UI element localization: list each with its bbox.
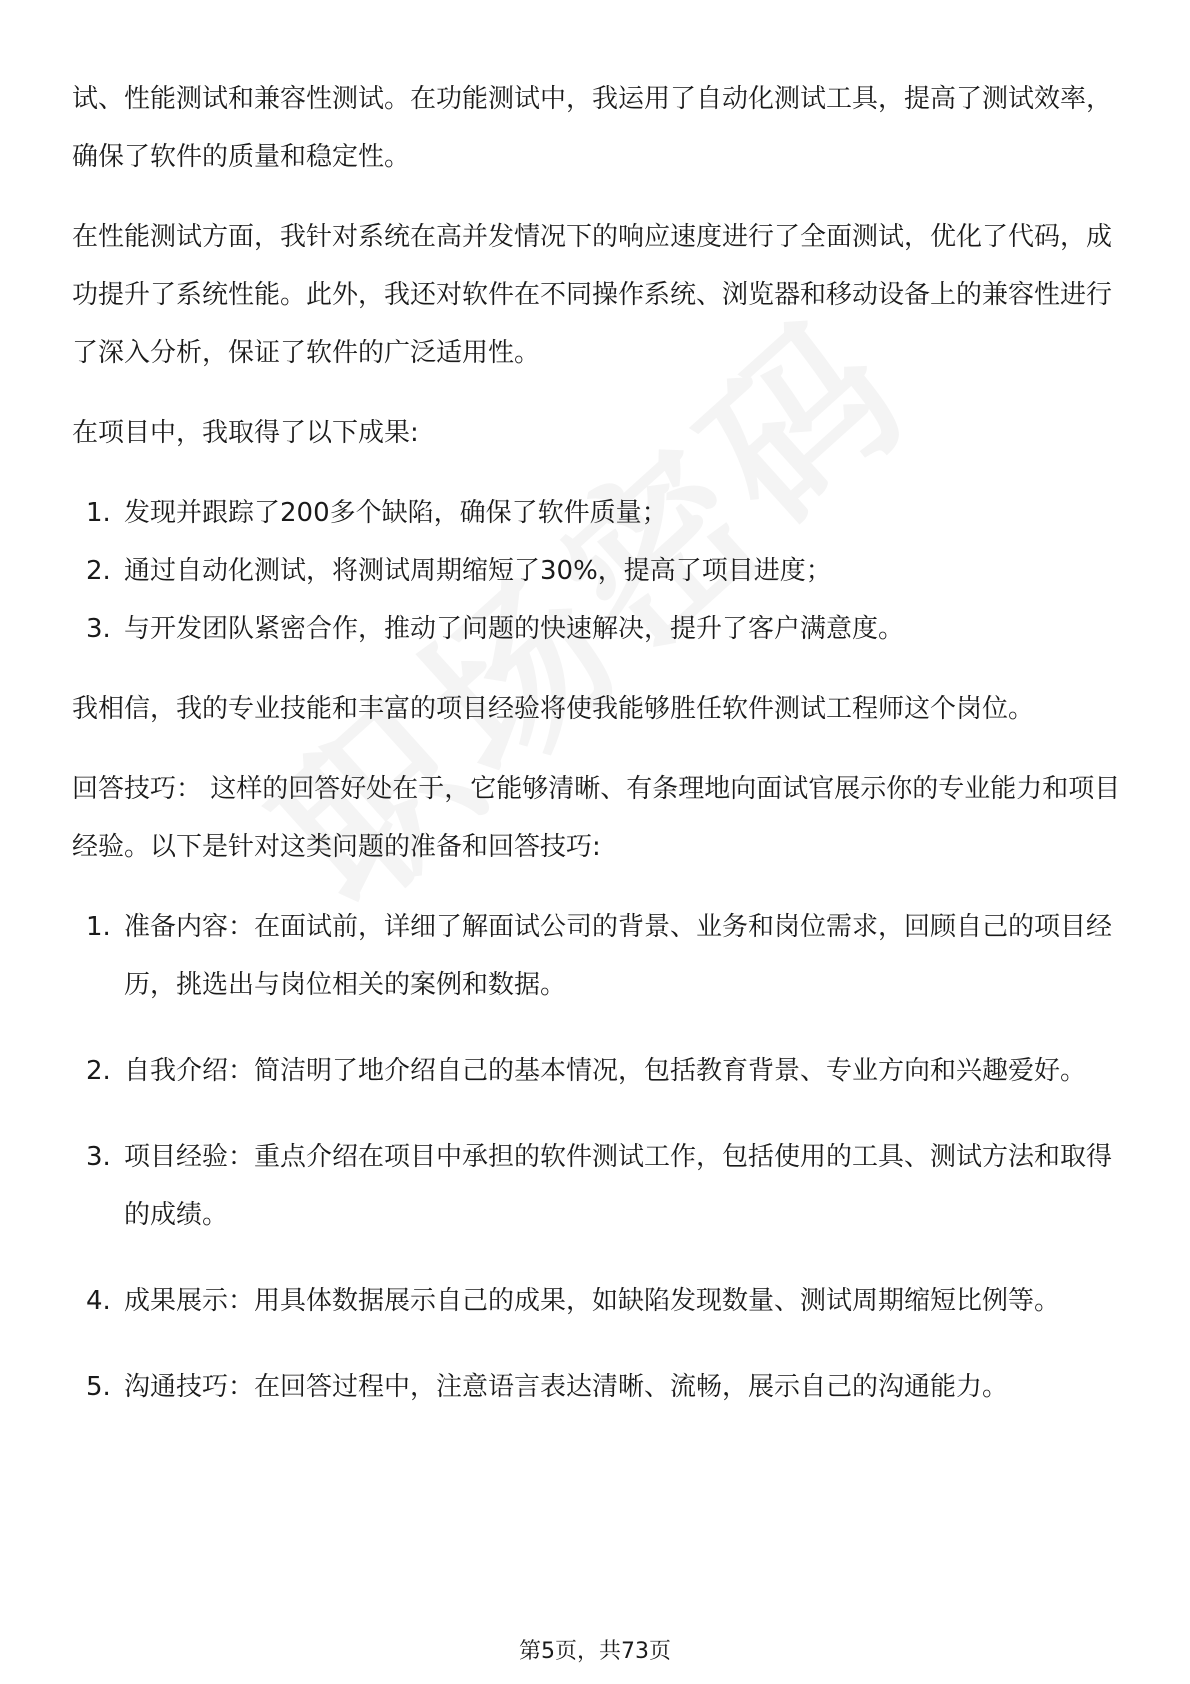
page-number-footer: 第5页，共73页 — [519, 1639, 671, 1664]
list-item-text: 通过自动化测试，将测试周期缩短了30%，提高了项目进度； — [124, 556, 832, 586]
list-item — [72, 600, 1124, 658]
list-item — [72, 1128, 1124, 1244]
answer-tips-list — [72, 898, 1124, 1416]
list-item — [72, 542, 1124, 600]
list-item — [72, 1358, 1124, 1416]
paragraph-functional-testing: 试、性能测试和兼容性测试。在功能测试中，我运用了自动化测试工具，提高了测试效率，确保了软件的质量和稳定性。 — [72, 84, 1113, 172]
paragraph-achievements-intro: 在项目中，我取得了以下成果: — [72, 418, 419, 448]
paragraph-performance-testing: 在性能测试方面，我针对系统在高并发情况下的响应速度进行了全面测试，优化了代码，成功提升了系统性能。此外，我还对软件在不同操作系统、浏览器和移动设备上的兼容性进行了深入分析，保证了软件的广泛适用性。 — [72, 222, 1113, 368]
list-item-text: 自我介绍：简洁明了地介绍自己的基本情况，包括教育背景、专业方向和兴趣爱好。 — [124, 1056, 1087, 1086]
list-item-text: 沟通技巧：在回答过程中，注意语言表达清晰、流畅，展示自己的沟通能力。 — [124, 1372, 1009, 1402]
list-item-number: 5. — [86, 1372, 111, 1402]
list-item — [72, 1042, 1124, 1100]
paragraph-answer-tips-intro: 回答技巧： 这样的回答好处在于，它能够清晰、有条理地向面试官展示你的专业能力和项目经验。以下是针对这类问题的准备和回答技巧: — [72, 774, 1121, 862]
list-item-number: 4. — [86, 1286, 111, 1316]
list-item-number: 2. — [86, 1056, 111, 1086]
list-item-number: 3. — [86, 614, 111, 644]
list-item-number: 3. — [86, 1142, 111, 1172]
paragraph-conclusion: 我相信，我的专业技能和丰富的项目经验将使我能够胜任软件测试工程师这个岗位。 — [72, 694, 1035, 724]
list-item — [72, 1272, 1124, 1330]
list-item-number: 1. — [86, 498, 111, 528]
list-item-text: 项目经验：重点介绍在项目中承担的软件测试工作，包括使用的工具、测试方法和取得的成绩。 — [124, 1142, 1113, 1230]
list-item-number: 1. — [86, 912, 111, 942]
page-content — [72, 70, 1124, 1444]
achievements-list — [72, 484, 1124, 658]
list-item-text: 与开发团队紧密合作，推动了问题的快速解决，提升了客户满意度。 — [124, 614, 905, 644]
list-item — [72, 484, 1124, 542]
list-item — [72, 898, 1124, 1014]
list-item-text: 发现并跟踪了200多个缺陷，确保了软件质量； — [124, 498, 668, 528]
list-item-number: 2. — [86, 556, 111, 586]
list-item-text: 准备内容：在面试前，详细了解面试公司的背景、业务和岗位需求，回顾自己的项目经历，挑选出与岗位相关的案例和数据。 — [124, 912, 1113, 1000]
list-item-text: 成果展示：用具体数据展示自己的成果，如缺陷发现数量、测试周期缩短比例等。 — [124, 1286, 1061, 1316]
